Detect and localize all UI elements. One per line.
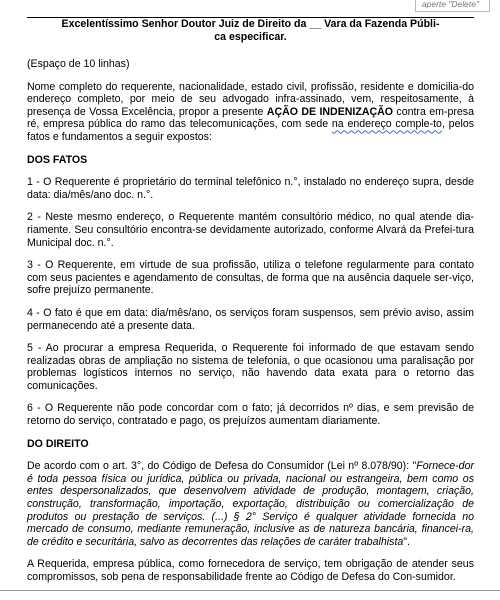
law-paragraph-1 xyxy=(27,460,474,548)
action-title: AÇÃO DE INDENIZAÇÃO xyxy=(266,105,394,118)
facts-heading: DOS FATOS xyxy=(27,153,88,166)
law-heading: DO DIREITO xyxy=(27,437,89,450)
intro-text-3: , pelos fatos e fundamentos a seguir expostos: xyxy=(27,118,475,143)
intro-text-1: Nome completo do requerente, nacionalidade, estado civil, profissão, residente e domicilia-do endereço completo, por meio de seu advogado infra-assinado, vem, respeitosamente, à presença de Vossa Excelência, propor a presente xyxy=(27,80,474,118)
fact-paragraph-4: 4 - O fato é que em data: dia/mês/ano, os serviços foram suspensos, sem prévio aviso, assim permanecendo até a presente data. xyxy=(27,306,474,332)
page-bottom-rule xyxy=(0,590,500,591)
fact-paragraph-1: 1 - O Requerente é proprietário do terminal telefônico n.°, instalado no endereço supra, desde data: dia/mês/ano doc. n.°. xyxy=(27,176,474,201)
title-line-1: Excelentíssimo Senhor Doutor Juiz de Direito da __ Vara da Fazenda Públi- xyxy=(61,18,440,30)
title-line-2: ca especificar. xyxy=(214,31,287,43)
delete-tooltip: aperte "Delete" xyxy=(415,0,490,12)
fact-paragraph-6: 6 - O Requerente não pode concordar com o fato; já decorridos nº dias, e sem previsão de retorno do serviço, contratado e pago, os prejuízos aumentam diariamente. xyxy=(27,402,474,428)
fact-paragraph-5: 5 - Ao procurar a empresa Requerida, o Requerente foi informado de que estavam sendo realizadas obras de ampliação no sistema de telefonia, o que ocasionou uma paralisação por problemas logísticos internos no serviço, não havendo data exata para o retorno das comunicações. xyxy=(27,342,474,392)
spellcheck-mark[interactable]: na endereço comple-to xyxy=(331,118,442,131)
law-tail: ". xyxy=(403,535,410,548)
fact-paragraph-3: 3 - O Requerente, em virtude de sua profissão, utiliza o telefone regularmente para contato com seus pacientes e agendamento de consultas, de forma que na ausência daquele ser-viço, sofre prejuízo permanente. xyxy=(27,259,474,297)
document-page[interactable] xyxy=(27,17,474,594)
intro-paragraph xyxy=(27,81,474,144)
law-paragraph-2: A Requerida, empresa pública, como fornecedora de serviço, tem obrigação de atender seus compromissos, sob pena de responsabilidade frente ao Código de Defesa do Con-sumidor. xyxy=(27,558,474,583)
law-quote: Fornece-dor é toda pessoa física ou jurídica, pública ou privada, nacional ou estrangeira, bem como os entes despersonalizados, que desenvolvem atividade de produção, montagem, criação, construção, transformação, importação, exportação, distribuição ou comercialização de produtos ou prestação de serviços. (...) § 2° Serviço é qualquer atividade fornecida no mercado de consumo, mediante remuneração, inclusive as de natureza bancária, financei-ra, de crédito e securitária, salvo as decorrentes das relações de caráter trabalhista xyxy=(27,460,474,548)
intro-text-2: contra em-presa ré, empresa pública do ramo das telecomunicações, com sede xyxy=(27,105,474,131)
document-title xyxy=(27,17,474,44)
fact-paragraph-2: 2 - Neste mesmo endereço, o Requerente mantém consultório médico, no qual atende dia-riamente. Seu consultório encontra-se devidamente autorizado, conforme Alvará da Prefei-tura Municipal doc. n.°. xyxy=(27,211,474,249)
space-note: (Espaço de 10 linhas) xyxy=(27,58,130,70)
top-bar xyxy=(0,0,500,12)
law-lead: De acordo com o art. 3°, do Código de Defesa do Consumidor (Lei nº 8.078/90): " xyxy=(27,460,417,473)
